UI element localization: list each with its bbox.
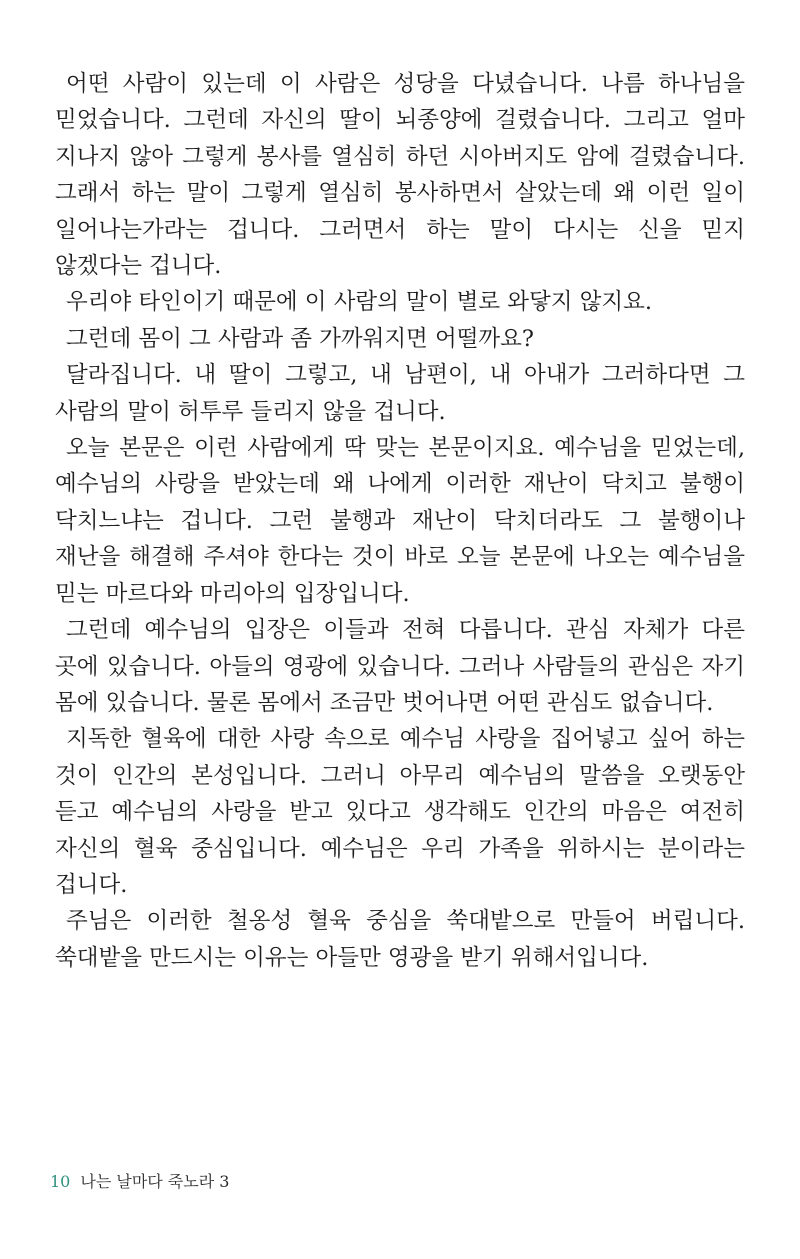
- paragraph-2-text: 우리야 타인이기 때문에 이 사람의 말이 별로 와닿지 않지요.: [66, 289, 653, 316]
- paragraph-3: [55, 321, 745, 357]
- page-footer: [50, 1172, 229, 1192]
- paragraph-5: [55, 430, 745, 612]
- paragraph-8: [55, 903, 745, 976]
- body-text: [55, 66, 745, 976]
- paragraph-4: [55, 357, 745, 430]
- paragraph-6-text: 그런데 예수님의 입장은 이들과 전혀 다릅니다. 관심 자체가 다른 곳에 있습니다. 아들의 영광에 있습니다. 그러나 사람들의 관심은 자기 몸에 있습니다. 물론 몸에서 조금만 벗어나면 어떤 관심도 없습니다.: [55, 617, 745, 716]
- paragraph-1: [55, 66, 745, 284]
- paragraph-6: [55, 612, 745, 721]
- paragraph-8-text: 주님은 이러한 철옹성 혈육 중심을 쑥대밭으로 만들어 버립니다. 쑥대밭을 만드시는 이유는 아들만 영광을 받기 위해서입니다.: [55, 908, 745, 971]
- paragraph-7-text: 지독한 혈육에 대한 사랑 속으로 예수님 사랑을 집어넣고 싶어 하는 것이 인간의 본성입니다. 그러니 아무리 예수님의 말씀을 오랫동안 듣고 예수님의 사랑을 받고 있다고 생각해도 인간의 마음은 여전히 자신의 혈육 중심입니다. 예수님은 우리 가족을 위하시는 분이라는 겁니다.: [55, 726, 745, 898]
- paragraph-3-text: 그런데 몸이 그 사람과 좀 가까워지면 어떨까요?: [66, 325, 534, 352]
- paragraph-4-text: 달라집니다. 내 딸이 그렇고, 내 남편이, 내 아내가 그러하다면 그 사람의 말이 허투루 들리지 않을 겁니다.: [55, 362, 745, 425]
- book-title: 나는 날마다 죽노라 3: [80, 1172, 230, 1191]
- page-number: 10: [50, 1172, 71, 1191]
- paragraph-2: [55, 284, 745, 320]
- paragraph-7: [55, 721, 745, 903]
- paragraph-5-text: 오늘 본문은 이런 사람에게 딱 맞는 본문이지요. 예수님을 믿었는데, 예수님의 사랑을 받았는데 왜 나에게 이러한 재난이 닥치고 불행이 닥치느냐는 겁니다. 그런 불행과 재난이 닥치더라도 그 불행이나 재난을 해결해 주셔야 한다는 것이 바로 오늘 본문에 나오는 예수님을 믿는 마르다와 마리아의 입장입니다.: [55, 435, 745, 607]
- paragraph-1-text: 어떤 사람이 있는데 이 사람은 성당을 다녔습니다. 나름 하나님을 믿었습니다. 그런데 자신의 딸이 뇌종양에 걸렸습니다. 그리고 얼마 지나지 않아 그렇게 봉사를 열심히 하던 시아버지도 암에 걸렸습니다. 그래서 하는 말이 그렇게 열심히 봉사하면서 살았는데 왜 이런 일이 일어나는가라는 겁니다. 그러면서 하는 말이 다시는 신을 믿지 않겠다는 겁니다.: [55, 71, 745, 280]
